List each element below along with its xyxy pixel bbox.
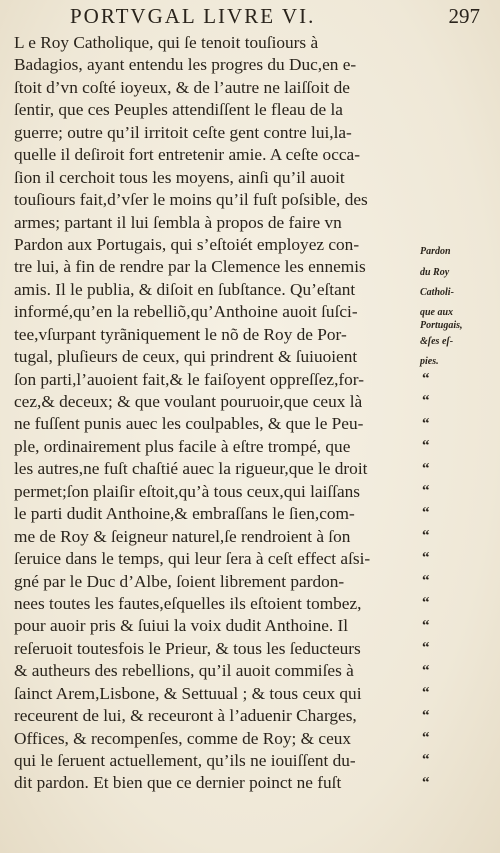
quote-mark: “ (422, 483, 430, 499)
text-line: gné par le Duc d’Albe, ſoient librement pardon- (14, 571, 345, 591)
margin-note: Catholi- (420, 286, 454, 298)
quote-mark: “ (422, 707, 430, 724)
text-line: ſainct Arem,Lisbone, & Settuual ; & tous ceux qui (14, 683, 362, 703)
text-line: tugal, pluſieurs de ceux, qui prindrent & ſuiuoient (14, 347, 358, 367)
text-line: ne fuſſent punis auec les coulpables, & que le Peu- (14, 414, 364, 434)
text-line: tre lui, à fin de rendre par la Clemence les ennemis (14, 257, 366, 277)
text-line: Pardon aux Portugais, qui s’eſtoiét employez con- (14, 234, 360, 254)
text-line: tee,vſurpant tyrãniquement le nõ de Roy de Por- (14, 324, 347, 344)
text-line: Badagios, ayant entendu les progres du Duc,en e- (14, 55, 357, 75)
text-line: ſon parti,l’auoient fait,& le faiſoyent oppreſſez,for- (14, 369, 364, 389)
text-line: guerre; outre qu’il irritoit ceſte gent contre lui,la- (14, 122, 352, 142)
text-line: ſion il cerchoit tous les moyens, ainſi qu’il auoit (14, 167, 345, 187)
text-line: receurent de lui, & receuront à l’aduenir Charges, (14, 706, 357, 726)
text-line: ple, ordinairement plus facile à eſtre trompé, que (14, 436, 351, 456)
quote-mark: “ (422, 527, 430, 544)
quote-mark: “ (422, 774, 430, 791)
text-line: nees toutes les fautes,eſquelles ils eſtoient tombez, (14, 593, 362, 613)
quote-mark: “ (422, 550, 430, 567)
quote-mark: “ (422, 438, 430, 455)
text-line: & autheurs des rebellions, qu’il auoit commiſes à (14, 661, 354, 681)
text-line: ſentir, que ces Peuples attendiſſent le fleau de la (14, 100, 343, 120)
quote-mark: “ (422, 662, 430, 679)
quote-mark: “ (422, 617, 430, 634)
quote-mark: “ (422, 415, 430, 432)
text-line: ſeruice dans le temps, qui leur ſera à ceſt effect aſsi- (14, 549, 371, 569)
text-line: permet;ſon plaiſir eſtoit,qu’à tous ceux,qui laiſſans (14, 481, 361, 501)
quote-mark: “ (422, 572, 430, 589)
text-line: L e Roy Catholique, qui ſe tenoit touſiours à (14, 33, 319, 52)
text-line: ſtoit d’vn coſté ioyeux, & de l’autre ne laiſſoit de (14, 77, 350, 97)
text-line: pour auoir pris & ſuiui la voix dudit Anthoine. Il (14, 616, 349, 636)
body-text (14, 32, 416, 795)
text-line: amis. Il le publia, & diſoit en ſubſtance. Qu’eſtant (14, 279, 356, 299)
quote-mark: “ (422, 752, 430, 769)
text-line: Offices, & recompenſes, comme de Roy; & ceux (14, 728, 352, 748)
page-header (60, 4, 480, 30)
text-line: le parti dudit Anthoine,& embraſſans le ſien,com- (14, 504, 355, 524)
text-line: informé,qu’en la rebelliõ,qu’Anthoine auoit ſuſci- (14, 302, 358, 322)
margin-note: Pardon (420, 246, 451, 258)
text-line: les autres,ne fuſt chaſtié auec la rigueur,que le droit (14, 459, 368, 479)
quote-mark: “ (422, 729, 430, 746)
text-line: dit pardon. Et bien que ce dernier poinct ne fuſt (14, 773, 342, 793)
text-line: me de Roy & ſeigneur naturel,ſe rendroient à ſon (14, 526, 351, 546)
text-line: quelle il deſiroit fort entretenir amie. A ceſte occa- (14, 145, 360, 165)
quote-mark: “ (422, 370, 430, 387)
margin-note: Portugais, (420, 320, 463, 332)
margin-note: &ſes eſ- (420, 336, 454, 348)
margin-note: pies. (420, 356, 439, 368)
running-title: PORTVGAL LIVRE VI. (70, 4, 316, 28)
text-line: qui le ſeruent actuellement, qu’ils ne iouiſſent du- (14, 751, 356, 770)
margin-note: du Roy (420, 266, 450, 278)
text-line: touſiours fait,d’vſer le moins qu’il fuſt poſsible, des (14, 190, 368, 210)
text-line: cez,& deceux; & que voulant pouruoir,que ceux là (14, 392, 363, 411)
quote-mark: “ (422, 460, 430, 477)
page-number: 297 (448, 4, 480, 28)
quote-mark: “ (422, 685, 430, 702)
text-line: reſeruoit toutesfois le Prieur, & tous les ſeducteurs (14, 638, 361, 658)
quote-mark: “ (422, 393, 430, 410)
quote-mark: “ (422, 595, 430, 612)
quote-mark: “ (422, 640, 430, 657)
margin-note: que aux (420, 307, 454, 318)
quote-mark: “ (422, 505, 430, 522)
text-line: armes; partant il lui ſembla à propos de faire vn (14, 212, 342, 232)
